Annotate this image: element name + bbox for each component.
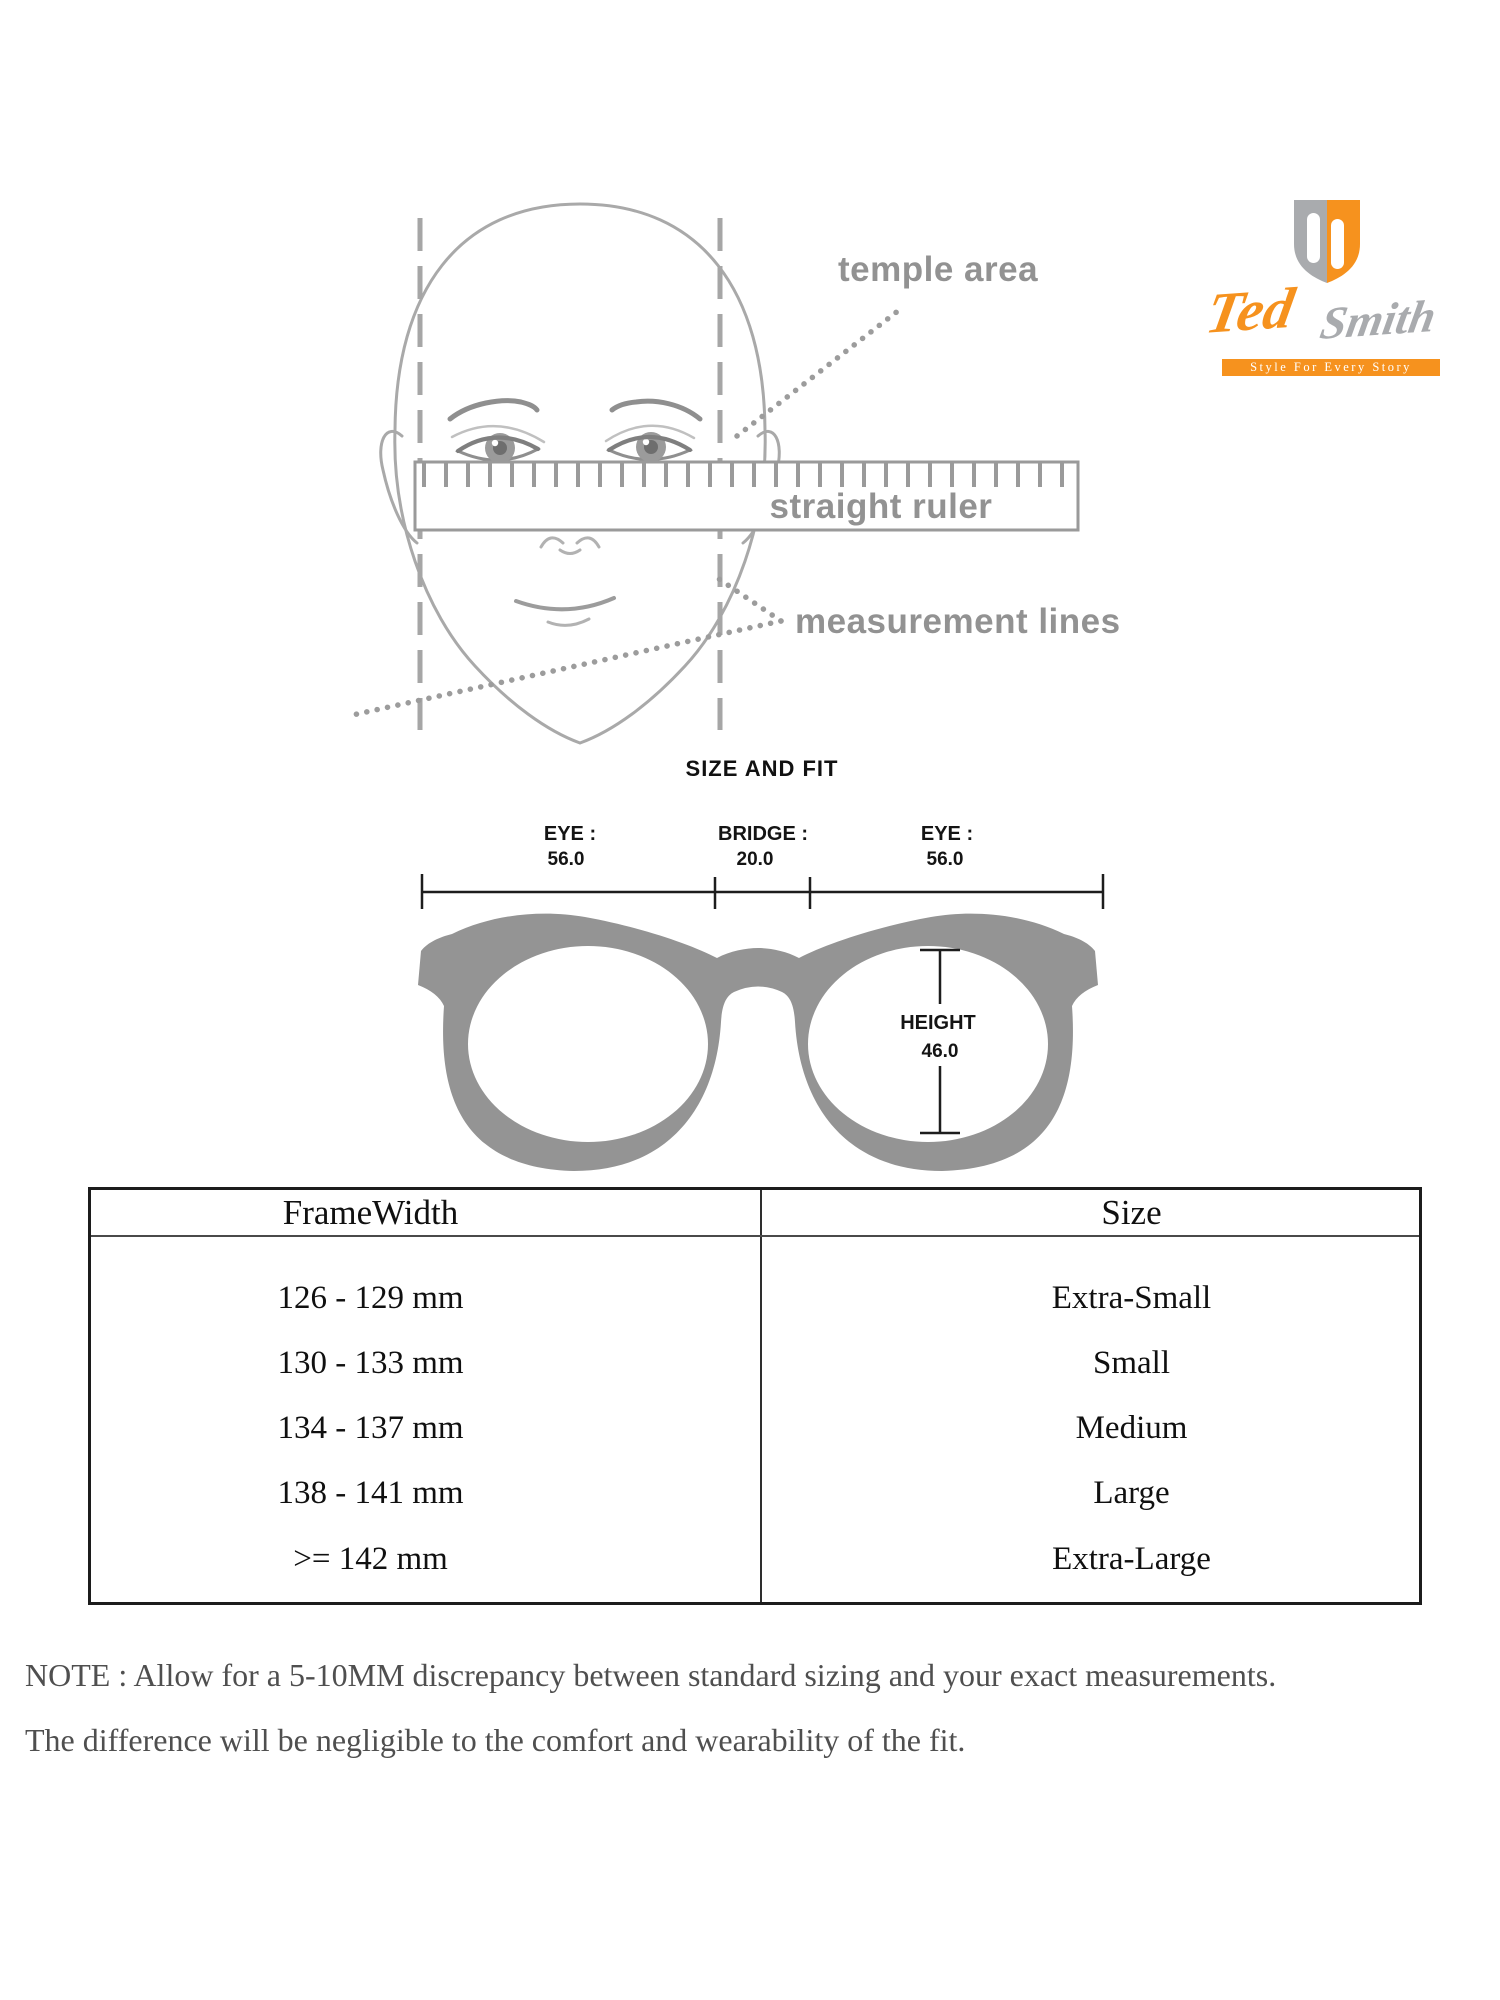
lower-lip-icon: [548, 619, 589, 625]
bridge-label: BRIDGE :: [718, 823, 808, 845]
note-line-2: The difference will be negligible to the comfort and wearability of the fit.: [25, 1722, 966, 1758]
eye-left-value: 56.0: [547, 849, 585, 870]
eye-left-label: EYE :: [543, 823, 597, 845]
measurement-leader-upper: [716, 577, 781, 621]
nose-icon: [541, 538, 599, 554]
framewidth-cell: 130 - 133 mm: [277, 1345, 464, 1381]
measurement-lines-label: measurement lines: [795, 602, 1121, 641]
table-row: [91, 1471, 1419, 1515]
brand-shield-icon: [1294, 200, 1360, 283]
table-row: [91, 1341, 1419, 1385]
table-header-row: [91, 1190, 1419, 1237]
brand-name-last: Smith: [1316, 290, 1440, 349]
framewidth-cell: 138 - 141 mm: [277, 1475, 464, 1511]
height-label: HEIGHT: [900, 1012, 976, 1034]
framewidth-cell: >= 142 mm: [293, 1541, 448, 1577]
mouth-icon: [516, 598, 614, 609]
note-line-1: NOTE : Allow for a 5-10MM discrepancy between standard sizing and your exact measurements.: [25, 1657, 1277, 1693]
eye-right-label: EYE :: [920, 823, 974, 845]
table-header-framewidth: FrameWidth: [282, 1193, 459, 1232]
straight-ruler-label: straight ruler: [769, 487, 993, 526]
table-row: [91, 1276, 1419, 1320]
left-eye-icon: [458, 433, 538, 463]
brand-tagline-banner: [1222, 359, 1440, 376]
temple-area-label: temple area: [838, 250, 1039, 289]
width-dimension-line: [422, 874, 1103, 909]
brand-tagline: Style For Every Story: [1250, 360, 1412, 374]
table-row: [91, 1406, 1419, 1450]
bridge-value: 20.0: [736, 849, 774, 870]
brand-name-first: Ted: [1201, 275, 1300, 346]
size-cell: Medium: [1075, 1410, 1188, 1446]
table-row: [91, 1537, 1419, 1581]
right-eye-icon: [609, 432, 690, 462]
right-eyebrow-icon: [612, 401, 700, 419]
size-and-fit-heading: SIZE AND FIT: [685, 756, 839, 781]
size-cell: Large: [1093, 1475, 1170, 1511]
framewidth-cell: 126 - 129 mm: [277, 1280, 464, 1316]
size-cell: Small: [1092, 1345, 1170, 1381]
height-value: 46.0: [921, 1041, 959, 1062]
frame-size-table: [88, 1187, 1422, 1605]
size-cell: Extra-Small: [1051, 1280, 1212, 1316]
table-header-size: Size: [1101, 1193, 1162, 1232]
measurement-leader-lower: [348, 621, 781, 716]
left-eyebrow-icon: [450, 401, 537, 419]
framewidth-cell: 134 - 137 mm: [277, 1410, 464, 1446]
eye-right-value: 56.0: [926, 849, 964, 870]
size-cell: Extra-Large: [1052, 1541, 1211, 1577]
